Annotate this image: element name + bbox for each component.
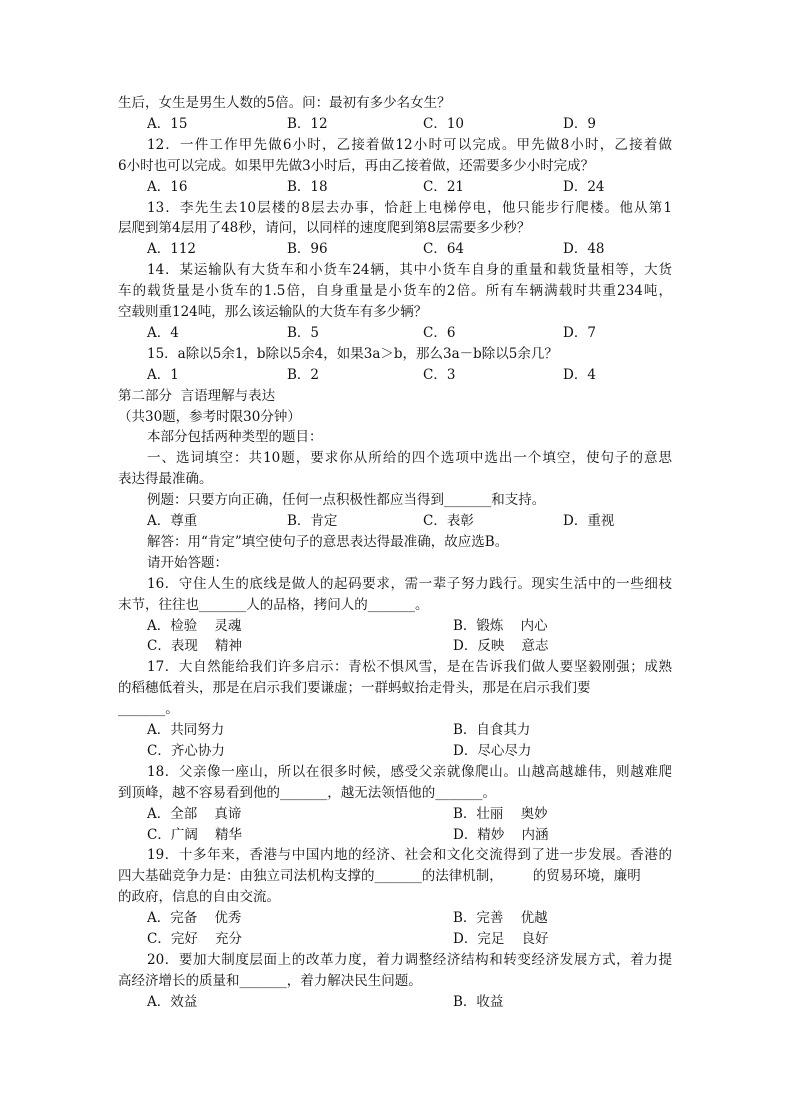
text-line: 6小时也可以完成。如果甲先做3小时后，再由乙接着做，还需要多少小时完成？: [118, 158, 595, 174]
text-line: 四大基础竞争力是：由独立司法机构支撑的_______的法律机制， 的贸易环境，廉明: [118, 868, 641, 884]
answer-option: A．112: [147, 241, 197, 257]
text-line: 的政府，信息的自由交流。: [118, 889, 280, 905]
text-line: 层爬到第4层用了48秒，请问，以同样的速度爬到第8层需要多少秒？: [118, 220, 531, 236]
text-line: 18．父亲像一座山，所以在很多时候，感受父亲就像爬山。山越高越雄伟，则越难爬: [147, 764, 672, 780]
text-line: 13．李先生去10层楼的8层去办事，恰赶上电梯停电，他只能步行爬楼。他从第1: [147, 200, 672, 216]
answer-option: B．12: [287, 116, 328, 132]
answer-option: D．4: [563, 367, 596, 383]
text-line: 14．某运输队有大货车和小货车24辆，其中小货车自身的重量和载货量相等，大货: [147, 262, 672, 278]
text-line: 12．一件工作甲先做6小时，乙接着做12小时可以完成。甲先做8小时，乙接着做: [147, 137, 672, 153]
answer-option: D．9: [563, 116, 596, 132]
answer-option: B．壮丽 奥妙: [453, 806, 548, 822]
answer-option: D．7: [563, 325, 596, 341]
text-line: 15．a除以5余1，b除以5余4，如果3a＞b，那么3a－b除以5余几？: [147, 346, 558, 362]
text-line: 19．十多年来，香港与中国内地的经济、社会和文化交流得到了进一步发展。香港的: [147, 847, 672, 863]
answer-option: B．自食其力: [453, 722, 531, 738]
answer-option: B．完善 优越: [453, 910, 548, 926]
answer-option: A．15: [147, 116, 188, 132]
text-line: 生后，女生是男生人数的5倍。问：最初有多少名女生？: [118, 95, 451, 111]
answer-option: C．表现 精神: [147, 638, 242, 654]
text-line: _______。: [118, 701, 179, 717]
text-line: 车的载货量是小货车的1.5倍，自身重量是小货车的2倍。所有车辆满载时共重234吨，: [118, 283, 672, 299]
text-line: 解答：用“肯定”填空使句子的意思表达得最准确，故应选B。: [147, 534, 509, 550]
text-line: 20．要加大制度层面上的改革力度，着力调整经济结构和转变经济发展方式，着力提: [147, 952, 672, 968]
answer-option: A．尊重: [147, 513, 198, 529]
answer-option: A．4: [147, 325, 179, 341]
text-line: 请开始答题：: [147, 555, 228, 571]
answer-option: B．5: [287, 325, 320, 341]
text-line: 16．守住人生的底线是做人的起码要求，需一辈子努力践行。现实生活中的一些细枝: [147, 576, 672, 592]
answer-option: C．64: [423, 241, 465, 257]
answer-option: D．48: [563, 241, 605, 257]
answer-option: A．1: [147, 367, 179, 383]
answer-option: C．齐心协力: [147, 743, 225, 759]
answer-option: B．2: [287, 367, 320, 383]
answer-option: A．共同努力: [147, 722, 225, 738]
answer-option: C．广阔 精华: [147, 827, 242, 843]
text-line: 末节，往往也_______人的品格，拷问人的_______。: [118, 597, 429, 613]
answer-option: D．重视: [563, 513, 615, 529]
answer-option: A．16: [147, 179, 188, 195]
answer-option: A．检验 灵魂: [147, 618, 242, 634]
answer-option: D．反映 意志: [453, 638, 549, 654]
text-line: 表达得最准确。: [118, 471, 213, 487]
answer-option: C．21: [423, 179, 465, 195]
answer-option: C．6: [423, 325, 456, 341]
text-line: 17．大自然能给我们许多启示：青松不惧风雪，是在告诉我们做人要坚毅刚强；成熟: [147, 659, 672, 675]
answer-option: A．效益: [147, 994, 198, 1010]
text-line: 空载则重124吨，那么该运输队的大货车有多少辆？: [118, 304, 428, 320]
answer-option: D．24: [563, 179, 605, 195]
text-line: 到顶峰，越不容易看到他的_______，越无法领悟他的_______。: [118, 785, 496, 801]
answer-option: C．表彰: [423, 513, 474, 529]
text-line: 高经济增长的质量和_______，着力解决民生问题。: [118, 973, 422, 989]
answer-option: B．96: [287, 241, 328, 257]
answer-option: D．完足 良好: [453, 931, 549, 947]
answer-option: B．锻炼 内心: [453, 618, 548, 634]
answer-option: C．3: [423, 367, 456, 383]
answer-option: D．精妙 内涵: [453, 827, 549, 843]
answer-option: A．全部 真谛: [147, 806, 242, 822]
text-line: （共30题，参考时限30分钟）: [118, 409, 301, 425]
text-line: 例题：只要方向正确，任何一点积极性都应当得到_______和支持。: [147, 492, 546, 508]
text-line: 的稻穗低着头，那是在启示我们要谦虚；一群蚂蚁抬走骨头，那是在启示我们要: [118, 680, 591, 696]
text-line: 第二部分 言语理解与表达: [118, 388, 276, 404]
answer-option: D．尽心尽力: [453, 743, 532, 759]
answer-option: B．18: [287, 179, 328, 195]
text-line: 本部分包括两种类型的题目：: [147, 429, 323, 445]
answer-option: C．10: [423, 116, 465, 132]
answer-option: C．完好 充分: [147, 931, 242, 947]
text-line: 一、选词填空：共10题，要求你从所给的四个选项中选出一个填空，使句子的意思: [147, 450, 672, 466]
answer-option: A．完备 优秀: [147, 910, 242, 926]
answer-option: B．肯定: [287, 513, 338, 529]
answer-option: B．收益: [453, 994, 504, 1010]
